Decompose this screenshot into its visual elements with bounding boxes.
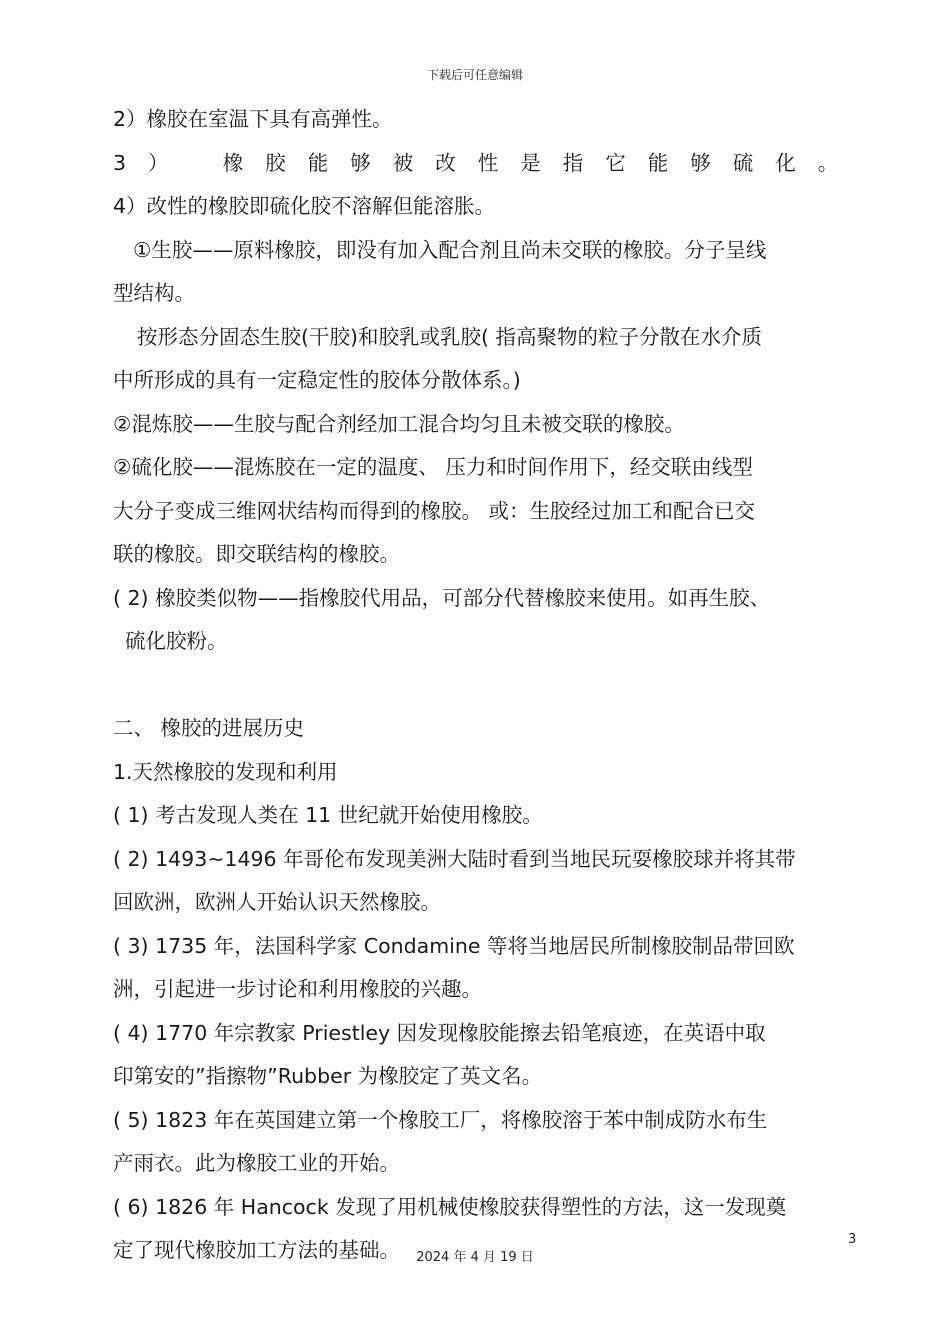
paragraph-line: 大分子变成三维网状结构而得到的橡胶。 或：生胶经过加工和配合已交 bbox=[113, 498, 756, 523]
section-heading: 二、 橡胶的进展历史 bbox=[113, 716, 305, 740]
paragraph-line: 硫化胶粉。 bbox=[125, 629, 228, 653]
paragraph-line: ②硫化胶——混炼胶在一定的温度、 压力和时间作用下，经交联由线型 bbox=[113, 455, 753, 479]
paragraph-line: ( 2) 橡胶类似物——指橡胶代用品，可部分代替橡胶来使用。如再生胶、 bbox=[113, 585, 771, 610]
paragraph-line: ( 1) 考古发现人类在 11 世纪就开始使用橡胶。 bbox=[113, 803, 543, 827]
page-footer-date: 2024 年 4 月 19 日 bbox=[416, 1250, 534, 1265]
paragraph-line: 回欧洲，欧洲人开始认识天然橡胶。 bbox=[113, 890, 441, 914]
document-body bbox=[113, 98, 873, 1273]
paragraph-line: 定了现代橡胶加工方法的基础。 bbox=[113, 1238, 400, 1262]
paragraph-line: 洲，引起进一步讨论和利用橡胶的兴趣。 bbox=[113, 977, 482, 1001]
paragraph-line: ①生胶——原料橡胶，即没有加入配合剂且尚未交联的橡胶。分子呈线 bbox=[133, 237, 767, 262]
blank-line bbox=[113, 664, 873, 708]
page-header: 下载后可任意编辑 bbox=[426, 68, 523, 82]
subsection-heading: 1.天然橡胶的发现和利用 bbox=[113, 759, 338, 784]
paragraph-line: ( 6) 1826 年 Hancock 发现了用机械使橡胶获得塑性的方法，这一发现奠 bbox=[113, 1194, 787, 1219]
paragraph-line: 2）橡胶在室温下具有高弹性。 bbox=[113, 107, 393, 131]
page-number: 3 bbox=[848, 1232, 857, 1247]
paragraph-line: 4）改性的橡胶即硫化胶不溶解但能溶胀。 bbox=[113, 194, 496, 218]
paragraph-line: ( 3) 1735 年，法国科学家 Condamine 等将当地居民所制橡胶制品带回欧 bbox=[113, 933, 795, 958]
paragraph-line: ( 2) 1493~1496 年哥伦布发现美洲大陆时看到当地民玩耍橡胶球并将其带 bbox=[113, 846, 796, 871]
paragraph-line: 中所形成的具有一定稳定性的胶体分散体系。) bbox=[113, 368, 521, 392]
paragraph-line: 按形态分固态生胶(干胶)和胶乳或乳胶( 指高聚物的粒子分散在水介质 bbox=[137, 324, 763, 349]
paragraph-line: 型结构。 bbox=[113, 281, 195, 305]
paragraph-line: ( 5) 1823 年在英国建立第一个橡胶工厂，将橡胶溶于苯中制成防水布生 bbox=[113, 1107, 768, 1132]
paragraph-line: 3） 橡胶能够被改性是指它能够硫化。 bbox=[113, 150, 861, 175]
paragraph-line: ②混炼胶——生胶与配合剂经加工混合均匀且未被交联的橡胶。 bbox=[113, 411, 685, 436]
paragraph-line: ( 4) 1770 年宗教家 Priestley 因发现橡胶能擦去铅笔痕迹，在英语中取 bbox=[113, 1020, 766, 1045]
paragraph-line: 产雨衣。此为橡胶工业的开始。 bbox=[113, 1151, 400, 1175]
paragraph-line: 联的橡胶。即交联结构的橡胶。 bbox=[113, 542, 400, 566]
paragraph-line: 印第安的”指擦物”Rubber 为橡胶定了英文名。 bbox=[113, 1064, 543, 1088]
